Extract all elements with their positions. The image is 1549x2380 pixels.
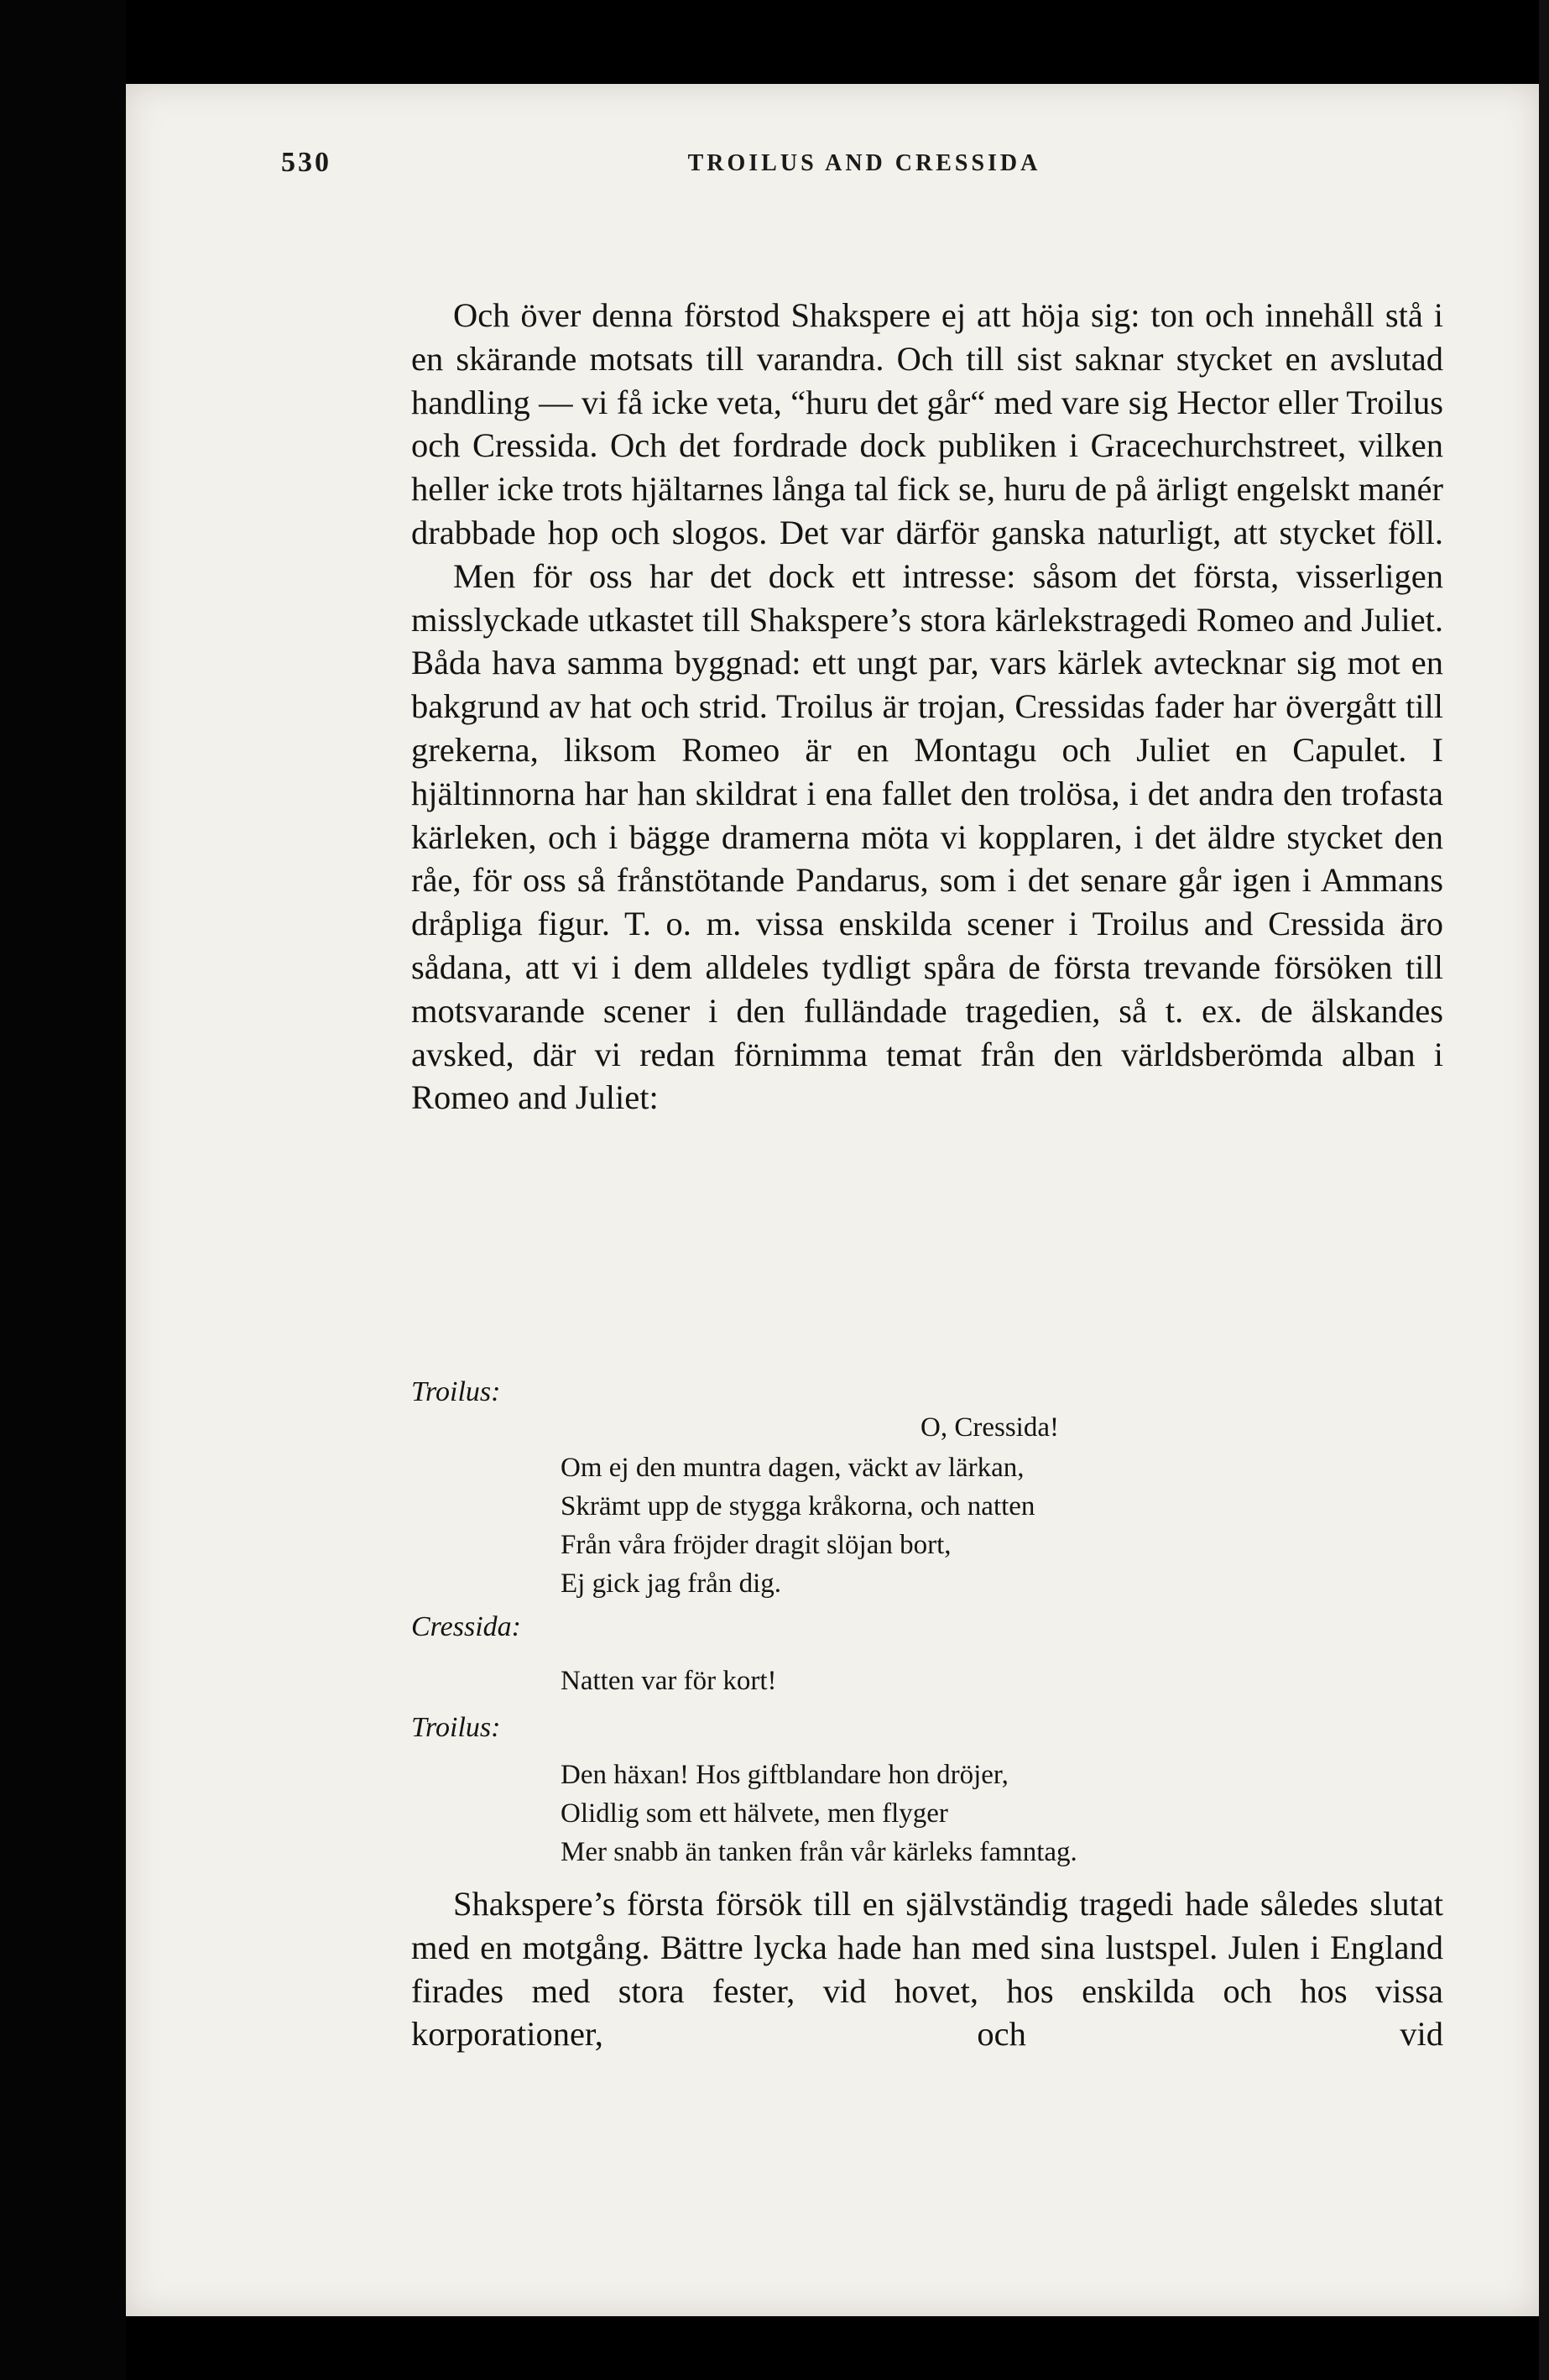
page-number: 530	[281, 147, 331, 178]
verse-line: Natten var för kort!	[561, 1666, 777, 1696]
verse-line: Mer snabb än tanken från vår kärleks famntag.	[561, 1837, 1077, 1867]
paragraph-2: Men för oss har det dock ett intresse: såsom det första, visserligen misslyckade utkastet till Shakspere’s stora kärlekstragedi Romeo and Juliet. Båda hava samma byggnad: ett ungt par, vars kärlek avtecknar sig mot en bakgrund av hat och strid. Troilus är trojan, Cressidas fader har övergått till grekerna, liksom Romeo är en Montagu och Juliet en Capulet. I hjältinnorna har han skildrat i ena fallet den trolösa, i det andra den trofasta kärleken, och i bägge dramerna möta vi kopplaren, i det äldre stycket den råe, för oss så frånstötande Pandarus, som i det senare går igen i Ammans dråpliga figur. T. o. m. vissa enskilda scener i Troilus and Cressida äro sådana, att vi i dem alldeles tydligt spåra de första trevande försöken till motsvarande scener i den fulländade tragedien, så t. ex. de älskandes avsked, där vi redan förnimma temat från den världsberömda alban i Romeo and Juliet:	[411, 556, 1443, 1117]
verse-line: Skrämt upp de stygga kråkorna, och natten	[561, 1491, 1035, 1521]
speaker-troilus-2: Troilus:	[411, 1712, 501, 1743]
closing-text	[411, 1882, 1443, 2056]
body-text	[411, 294, 1443, 1120]
verse-line: Från våra fröjder dragit slöjan bort,	[561, 1530, 952, 1560]
paragraph-3: Shakspere’s första försök till en självständig tragedi hade således slutat med en motgång. Bättre lycka hade han med sina lustspel. Julen i England firades med stora fester, vid hovet, hos enskilda och hos vissa korporationer, och vid	[411, 1885, 1443, 2054]
running-title: TROILUS AND CRESSIDA	[687, 150, 1041, 176]
scan-border-right	[1539, 0, 1549, 2380]
verse-line: Olidlig som ett hälvete, men flyger	[561, 1798, 948, 1829]
speaker-cressida: Cressida:	[411, 1611, 521, 1642]
verse-line: O, Cressida!	[921, 1412, 1059, 1443]
page-header	[281, 147, 1447, 189]
verse-line: Om ej den muntra dagen, väckt av lärkan,	[561, 1453, 1025, 1483]
verse-line: Den häxan! Hos giftblandare hon dröjer,	[561, 1760, 1009, 1790]
paragraph-1: Och över denna förstod Shakspere ej att höja sig: ton och innehåll stå i en skärande motsats till varandra. Och till sist saknar stycket en avslutad handling — vi få icke veta, “huru det går“ med vare sig Hector eller Troilus och Cressida. Och det fordrade dock publiken i Gracechurchstreet, vilken heller icke trots hjältarnes långa tal fick se, huru de på ärligt engelskt manér drabbade hop och slogos. Det var därför ganska naturligt, att stycket föll.	[411, 296, 1443, 551]
verse-block-troilus-2	[561, 1756, 1077, 1871]
verse-line: Ej gick jag från dig.	[561, 1568, 782, 1599]
speaker-troilus-1: Troilus:	[411, 1376, 501, 1407]
verse-block-troilus-1	[561, 1448, 1035, 1603]
scan-border-left	[0, 0, 126, 2380]
